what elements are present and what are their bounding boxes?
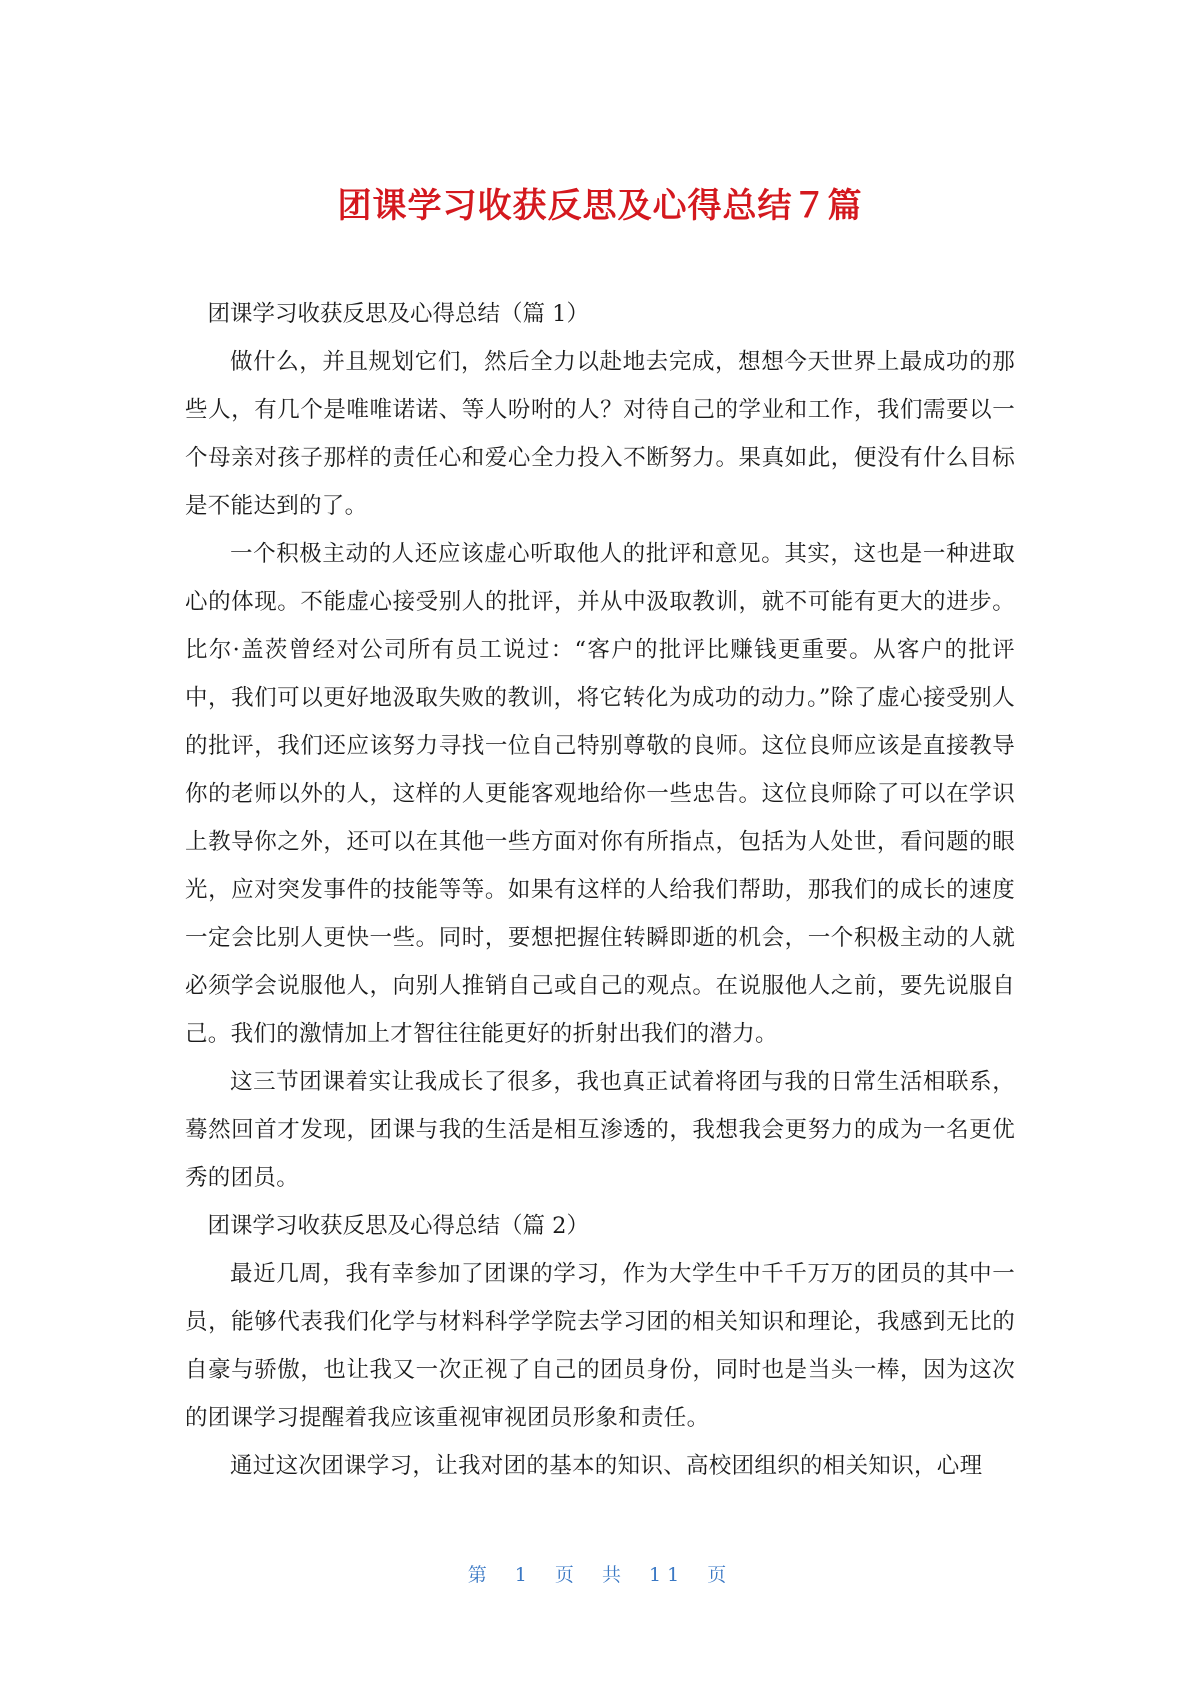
paragraph: 最近几周，我有幸参加了团课的学习，作为大学生中千千万万的团员的其中一员，能够代表我们化学与材料科学学院去学习团的相关知识和理论，我感到无比的自豪与骄傲，也让我又一次正视了自己的团员身份，同时也是当头一棒，因为这次的团课学习提醒着我应该重视审视团员形象和责任。 — [185, 1261, 1015, 1431]
document-body — [185, 290, 1015, 1490]
document-title: 团课学习收获反思及心得总结７篇 — [337, 186, 863, 226]
section-heading-1: 团课学习收获反思及心得总结（篇 1） — [207, 301, 589, 327]
section-heading-2: 团课学习收获反思及心得总结（篇 2） — [207, 1213, 589, 1239]
paragraph: 通过这次团课学习，让我对团的基本的知识、高校团组织的相关知识，心理 — [230, 1453, 983, 1479]
paragraph: 一个积极主动的人还应该虚心听取他人的批评和意见。其实，这也是一种进取心的体现。不能虚心接受别人的批评，并从中汲取教训，就不可能有更大的进步。比尔·盖茨曾经对公司所有员工说过：“客户的批评比赚钱更重要。从客户的批评中，我们可以更好地汲取失败的教训，将它转化为成功的动力。”除了虚心接受别人的批评，我们还应该努力寻找一位自己特别尊敬的良师。这位良师应该是直接教导你的老师以外的人，这样的人更能客观地给你一些忠告。这位良师除了可以在学识上教导你之外，还可以在其他一些方面对你有所指点，包括为人处世，看问题的眼光，应对突发事件的技能等等。如果有这样的人给我们帮助，那我们的成长的速度一定会比别人更快一些。同时，要想把握住转瞬即逝的机会，一个积极主动的人就必须学会说服他人，向别人推销自己或自己的观点。在说服他人之前，要先说服自己。我们的激情加上才智往往能更好的折射出我们的潜力。 — [185, 541, 1015, 1047]
paragraph: 这三节团课着实让我成长了很多，我也真正试着将团与我的日常生活相联系，蓦然回首才发现，团课与我的生活是相互渗透的，我想我会更努力的成为一名更优秀的团员。 — [185, 1069, 1015, 1191]
paragraph: 做什么，并且规划它们，然后全力以赴地去完成，想想今天世界上最成功的那些人，有几个是唯唯诺诺、等人吩咐的人？对待自己的学业和工作，我们需要以一个母亲对孩子那样的责任心和爱心全力投入不断努力。果真如此，便没有什么目标是不能达到的了。 — [185, 349, 1015, 519]
page-number-footer: 第 1 页 共 11 页 — [467, 1564, 733, 1586]
